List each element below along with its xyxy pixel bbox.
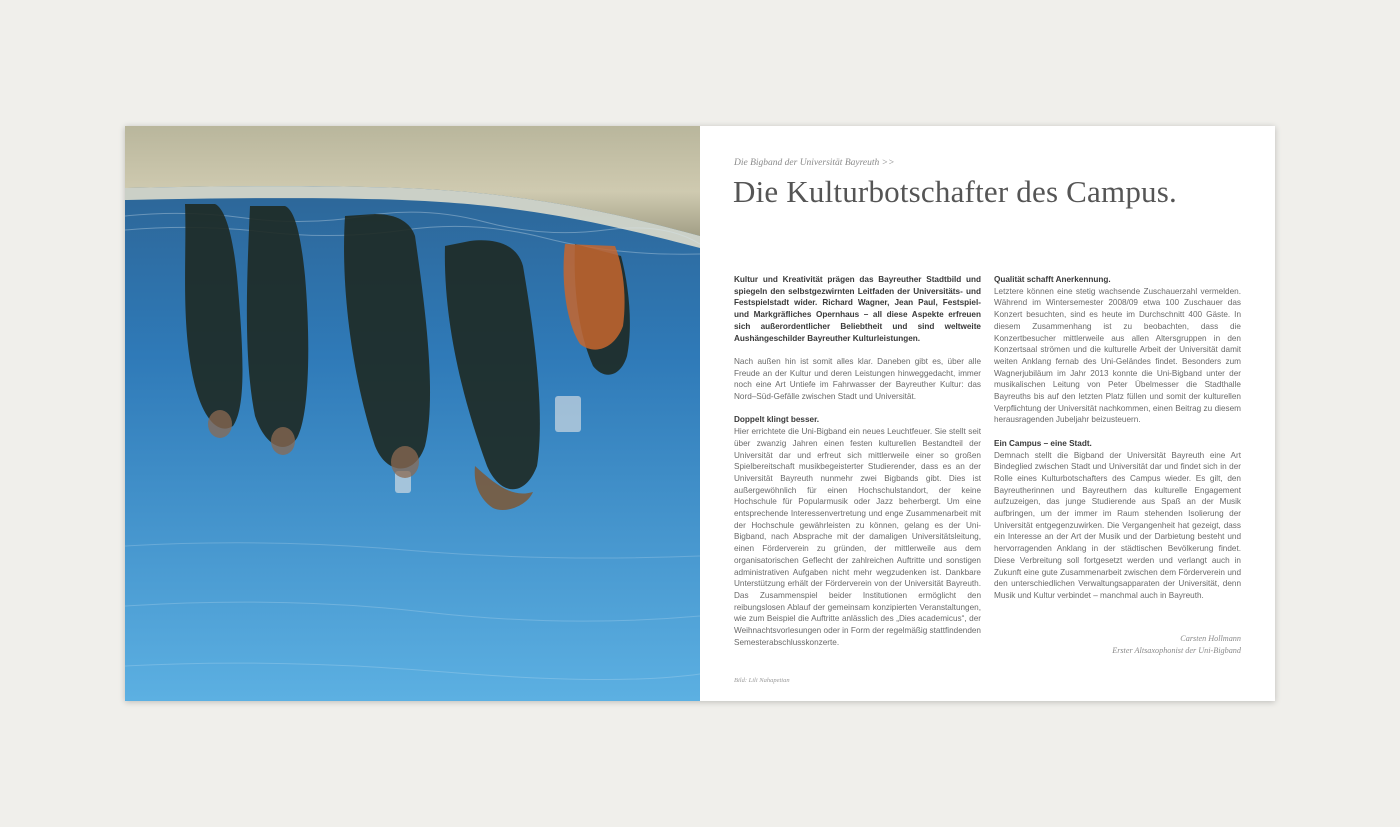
photo-credit: Bild: Lili Nahapetian xyxy=(734,677,790,684)
section-text-campus: Demnach stellt die Bigband der Universität Bayreuth eine Art Bindeglied zwischen Stadt und Universität dar und findet sich in der Rolle eines Kulturbotschafters des Campus wieder. Es gilt, den Bayreutherinnen und Bayreuthern das kulturelle Engagement aufzuzeigen, das junge Studierende aus Spaß an der Musik aufbringen, um der immer im Raum stehenden Isolierung der Universität entgegenzuwirken. Die Vergangenheit hat gezeigt, dass ein Interesse an der Art der Musik und der Darbietung besteht und hervorragenden Anklang in der städtischen Bevölkerung findet. Diese Verbreitung soll fortgesetzt werden und verlangt auch in Zukunft eine gute Zusammenarbeit zwischen dem Förderverein und den unterschiedlichen Verwaltungsapparaten der Universität, denn Musik und Kultur verbindet – manchmal auch in Bayreuth. xyxy=(994,450,1241,600)
section-heading-doppelt: Doppelt klingt besser. xyxy=(734,415,820,425)
article-column-right xyxy=(994,274,1241,613)
author-role: Erster Altsaxophonist der Uni-Bigband xyxy=(1112,645,1241,655)
water-reflection-illustration xyxy=(125,126,700,701)
article-lead: Kultur und Kreativität prägen das Bayreuther Stadtbild und spiegeln den selbstgezwirnten Leitfaden der Universitäts- und Festspielstadt wider. Richard Wagner, Jean Paul, Festspiel- und Markgräfliches Opernhaus – all diese Aspekte erfreuen sich außerordentlicher Beliebtheit und sind weltweite Aushängeschilder Bayreuther Kulturleistungen. xyxy=(734,275,981,343)
author-signature xyxy=(1112,633,1241,656)
article-page xyxy=(700,126,1275,701)
section-heading-qualitaet: Qualität schafft Anerkennung. xyxy=(994,275,1111,284)
section-text-qualitaet: Letztere können eine stetig wachsende Zuschauerzahl vermelden. Während im Wintersemester 2008/09 etwa 100 Zuschauer das Konzert besuchten, sind es heute im Durchschnitt 400 Gäste. In diesem Zusammenhang ist zu beobachten, dass die Konzertbesucher mittlerweile aus allen Altersgruppen in den Konzertsaal strömen und die kulturelle Arbeit der Universität damit weiten Anklang fernab des Uni-Geländes findet. Besonders zum Wagnerjubiläum im Jahr 2013 konnte die Uni-Bigband unter der musikalischen Leitung von Peter Übelmesser die Stadthalle Bayreuths bis auf den letzten Platz füllen und somit der kulturellen Verpflichtung der Universität nachkommen, einen Beitrag zu diesem herausragenden Jubeljahr beizusteuern. xyxy=(994,286,1241,425)
article-column-left xyxy=(734,274,981,660)
brochure-spread xyxy=(125,126,1275,701)
section-text-doppelt: Hier errichtete die Uni-Bigband ein neues Leuchtfeuer. Sie stellt seit über zwanzig Jahren einen festen kulturellen Bestandteil der Universität dar und erfreut sich mittlerweile einer so großen Spielbereitschaft musikbegeisterter Studierender, dass es an der Universität Bayreuth nunmehr zwei Bigbands gibt. Dies ist außergewöhnlich für einen Hochschulstandort, der keine Hochschule für Popularmusik oder Jazz beherbergt. Um eine entsprechende Interessenvertretung und enge Zusammenarbeit mit der Hochschule gewährleisten zu können, gelang es der Uni-Bigband, nach Absprache mit der damaligen Universitätsleitung, einen Förderverein zu gründen, der mittlerweile aus dem organisatorischen Geflecht der zahlreichen Auftritte und sonstigen administrativen Aufgaben nicht mehr wegzudenken ist. Dankbare Unterstützung erhält der Förderverein von der Universität Bayreuth. Das Zusammenspiel beider Institutionen ermöglicht den reibungslosen Ablauf der gemeinsam konzipierten Veranstaltungen, wie zum Beispiel die Auftritte anlässlich des „Dies academicus“, der Weihnachtsvorlesungen oder in Form der regelmäßig stattfindenden Semesterabschlusskonzerte. xyxy=(734,427,981,647)
author-name: Carsten Hollmann xyxy=(1180,634,1241,643)
article-title: Die Kulturbotschafter des Campus. xyxy=(733,174,1177,209)
article-kicker: Die Bigband der Universität Bayreuth >> xyxy=(734,158,895,168)
section-heading-campus: Ein Campus – eine Stadt. xyxy=(994,438,1092,448)
article-intro: Nach außen hin ist somit alles klar. Daneben gibt es, über alle Freude an der Kultur und deren Leistungen hinweggedacht, immer noch eine Art Untiefe im Fahrwasser der Bayreuther Kultur: das Nord–Süd-Gefälle zwischen Stadt und Universität. xyxy=(734,356,981,402)
reflection-photo xyxy=(125,126,700,701)
